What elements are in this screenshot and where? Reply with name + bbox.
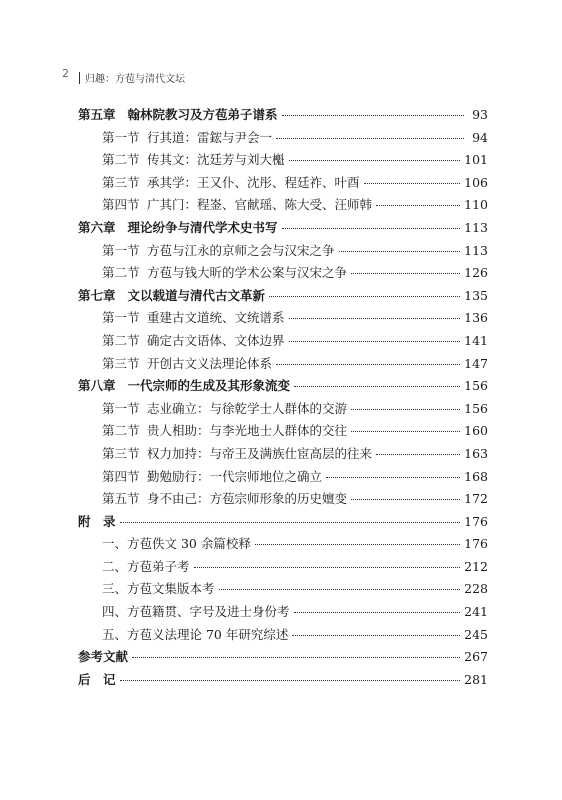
- toc-label: [78, 669, 116, 692]
- toc-entry-section: [78, 127, 488, 150]
- toc-title: 二、方苞弟子考: [102, 558, 190, 574]
- toc-entry-appitem: [78, 556, 488, 579]
- toc-label: [78, 149, 285, 172]
- dot-leader: [289, 318, 461, 319]
- toc-title: 翰林院教习及方苞弟子谱系: [127, 107, 278, 122]
- toc-page-number: 147: [464, 355, 488, 371]
- toc-entry-chapter: [78, 375, 488, 398]
- toc-entry-section: [78, 240, 488, 263]
- toc-label: [78, 511, 116, 534]
- toc-label: [78, 375, 290, 398]
- toc-page-number: 281: [464, 671, 488, 687]
- toc-entry-appitem: [78, 601, 488, 624]
- toc-title: 一代宗师的生成及其形象流变: [127, 378, 291, 394]
- dot-leader: [351, 431, 460, 432]
- dot-leader: [120, 522, 461, 523]
- toc-page-number: 94: [472, 129, 488, 145]
- toc-title: 承其学：王又仆、沈彤、程廷祚、叶酉: [147, 174, 360, 190]
- toc-title: 一、方苞佚文 30 余篇校释: [102, 536, 251, 552]
- toc-title: 参考文献: [78, 649, 129, 665]
- toc-page-number: 241: [464, 604, 488, 620]
- toc-label: [78, 601, 290, 624]
- toc-page-number: 267: [464, 649, 488, 665]
- toc-number: 第五节: [102, 491, 140, 507]
- toc-number: 第三节: [102, 445, 140, 461]
- toc-entry-appitem: [78, 533, 488, 556]
- dot-leader: [326, 477, 460, 478]
- toc-entry-section: [78, 398, 488, 421]
- toc-page-number: 110: [464, 197, 488, 213]
- dot-leader: [255, 544, 460, 545]
- running-title: 归趣：方苞与清代文坛: [85, 74, 185, 85]
- toc-number: 第七章: [78, 287, 116, 303]
- toc-page-number: 212: [464, 558, 488, 574]
- toc-number: 第二节: [102, 423, 140, 439]
- dot-leader: [219, 589, 461, 590]
- toc-number: 第四节: [102, 468, 140, 484]
- toc-title: 三、方苞文集版本考: [102, 581, 215, 597]
- toc-label: [78, 307, 285, 330]
- toc-number: 第三节: [102, 174, 140, 190]
- toc-label: [78, 240, 335, 263]
- toc-page-number: 106: [464, 174, 488, 190]
- toc-title: 方苞与钱大昕的学术公案与汉宋之争: [147, 265, 348, 281]
- dot-leader: [276, 364, 460, 365]
- toc-entry-section: [78, 466, 488, 489]
- dot-leader: [282, 115, 464, 116]
- toc-page-number: 156: [464, 400, 488, 416]
- toc-label: [78, 104, 278, 127]
- toc-page-number: 136: [464, 310, 488, 326]
- dot-leader: [351, 409, 460, 410]
- toc-label: [78, 262, 347, 285]
- toc-page-number: 126: [464, 265, 488, 281]
- toc-page-number: 113: [464, 219, 488, 235]
- dot-leader: [132, 657, 460, 658]
- toc-title: 志业确立：与徐乾学士人群体的交游: [147, 400, 348, 416]
- toc-entry-section: [78, 194, 488, 217]
- toc-number: 第六章: [78, 219, 116, 235]
- dot-leader: [351, 273, 460, 274]
- toc-label: [78, 127, 272, 150]
- toc-entry-appitem: [78, 578, 488, 601]
- toc-entry-section: [78, 420, 488, 443]
- dot-leader: [269, 296, 460, 297]
- toc-label: [78, 533, 251, 556]
- toc-entry-section: [78, 149, 488, 172]
- toc-title: 传其文：沈廷芳与刘大櫆: [147, 152, 285, 168]
- toc-title: 权力加持：与帝王及满族仕宦高层的往来: [147, 445, 373, 461]
- toc-entry-chapter: [78, 285, 488, 308]
- dot-leader: [289, 341, 461, 342]
- toc-number: 第二节: [102, 265, 140, 281]
- dot-leader: [376, 454, 460, 455]
- dot-leader: [339, 251, 461, 252]
- dot-leader: [276, 138, 464, 139]
- toc-label: [78, 330, 285, 353]
- dot-leader: [294, 612, 461, 613]
- toc-entry-section: [78, 330, 488, 353]
- toc-number: 第八章: [78, 378, 116, 394]
- toc-title: 广其门：程崟、官献瑶、陈大受、汪师韩: [147, 197, 373, 213]
- toc-label: [78, 420, 347, 443]
- toc-entry-section: [78, 443, 488, 466]
- toc-page-number: 93: [472, 107, 488, 122]
- toc-entry-chapter: [78, 217, 488, 240]
- toc-title: 贵人相助：与李光地士人群体的交往: [147, 423, 348, 439]
- toc-label: [78, 217, 278, 240]
- toc-entry-app: [78, 669, 488, 692]
- toc-page-number: 176: [464, 513, 488, 529]
- toc-entry-section: [78, 172, 488, 195]
- toc-number: 第一节: [102, 242, 140, 258]
- toc-page-number: 168: [464, 468, 488, 484]
- toc-entry-section: [78, 488, 488, 511]
- toc-label: [78, 646, 128, 669]
- toc-title: 勤勉励行：一代宗师地位之确立: [147, 468, 323, 484]
- toc-label: [78, 172, 360, 195]
- toc-entry-app: [78, 511, 488, 534]
- dot-leader: [282, 228, 461, 229]
- toc-page-number: 172: [464, 491, 488, 507]
- toc-title: 附 录: [78, 513, 116, 529]
- toc-number: 第五章: [78, 107, 116, 122]
- toc-number: 第二节: [102, 332, 140, 348]
- table-of-contents: [78, 104, 488, 691]
- toc-title: 四、方苞籍贯、字号及进士身份考: [102, 604, 290, 620]
- page-number: 2: [62, 67, 69, 80]
- toc-title: 开创古文义法理论体系: [147, 355, 273, 371]
- dot-leader: [289, 160, 461, 161]
- toc-page-number: 245: [464, 626, 488, 642]
- toc-number: 第一节: [102, 400, 140, 416]
- toc-label: [78, 443, 372, 466]
- dot-leader: [364, 183, 461, 184]
- toc-entry-chapter: [78, 104, 488, 127]
- toc-page-number: 141: [464, 332, 488, 348]
- toc-label: [78, 466, 322, 489]
- toc-number: 第二节: [102, 152, 140, 168]
- toc-number: 第一节: [102, 310, 140, 326]
- toc-label: [78, 556, 190, 579]
- dot-leader: [294, 386, 460, 387]
- toc-title: 确定古文语体、文体边界: [147, 332, 285, 348]
- toc-page-number: 176: [464, 536, 488, 552]
- toc-label: [78, 194, 372, 217]
- header-divider: [79, 72, 80, 84]
- toc-entry-app: [78, 646, 488, 669]
- toc-title: 方苞与江永的京师之会与汉宋之争: [147, 242, 335, 258]
- running-header: [62, 67, 185, 85]
- toc-title: 后 记: [78, 671, 116, 687]
- toc-title: 理论纷争与清代学术史书写: [127, 219, 278, 235]
- dot-leader: [376, 205, 460, 206]
- toc-page-number: 113: [464, 242, 488, 258]
- toc-label: [78, 624, 288, 647]
- toc-entry-section: [78, 307, 488, 330]
- toc-entry-section: [78, 262, 488, 285]
- toc-title: 身不由己：方苞宗师形象的历史嬗变: [147, 491, 348, 507]
- toc-entry-section: [78, 353, 488, 376]
- dot-leader: [351, 499, 460, 500]
- toc-title: 重建古文道统、文统谱系: [147, 310, 285, 326]
- toc-label: [78, 398, 347, 421]
- toc-page-number: 228: [464, 581, 488, 597]
- toc-label: [78, 578, 215, 601]
- dot-leader: [194, 567, 461, 568]
- toc-page-number: 163: [464, 445, 488, 461]
- toc-number: 第三节: [102, 355, 140, 371]
- toc-label: [78, 353, 272, 376]
- toc-page-number: 135: [464, 287, 488, 303]
- toc-title: 行其道：雷鋐与尹会一: [147, 129, 273, 145]
- dot-leader: [292, 635, 460, 636]
- toc-title: 文以载道与清代古文革新: [127, 287, 266, 303]
- toc-page-number: 101: [464, 152, 488, 168]
- toc-label: [78, 285, 265, 308]
- toc-label: [78, 488, 347, 511]
- toc-page-number: 160: [464, 423, 488, 439]
- toc-page-number: 156: [464, 378, 488, 394]
- dot-leader: [120, 680, 461, 681]
- toc-title: 五、方苞义法理论 70 年研究综述: [102, 626, 289, 642]
- toc-number: 第四节: [102, 197, 140, 213]
- toc-number: 第一节: [102, 129, 140, 145]
- toc-entry-appitem: [78, 624, 488, 647]
